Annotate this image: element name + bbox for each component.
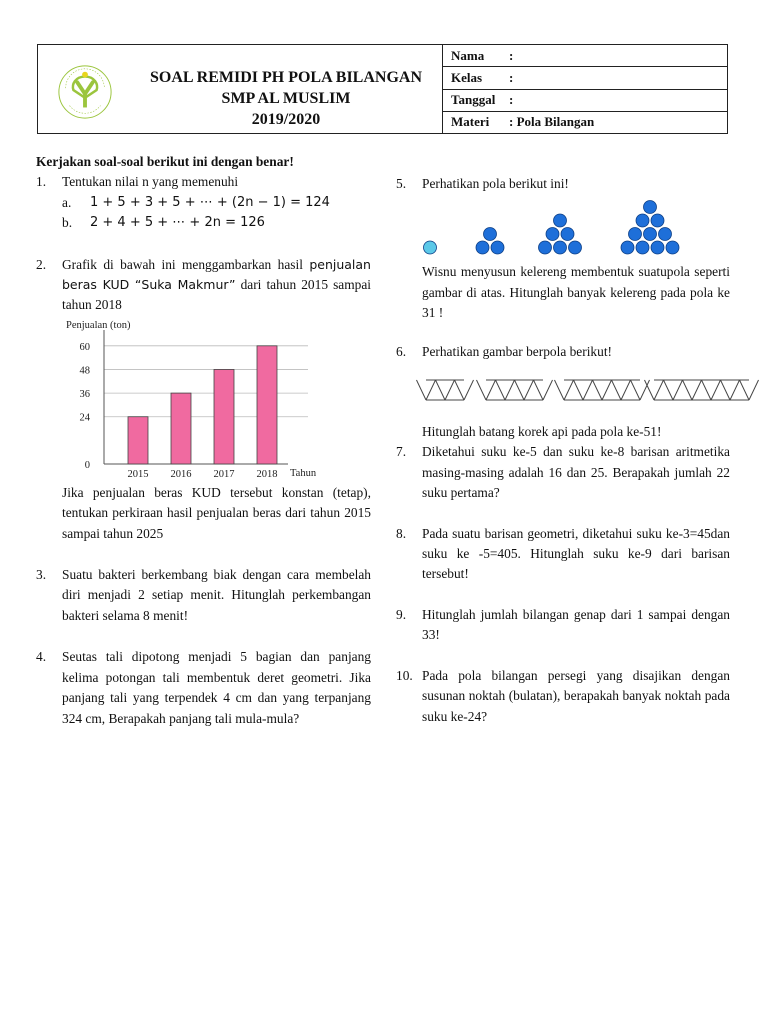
- marble-pattern-figure: [422, 194, 722, 262]
- marble: [621, 241, 634, 254]
- matchstick: [583, 380, 593, 400]
- field-value: :: [509, 92, 514, 108]
- subquestion-a: [62, 193, 371, 213]
- question-text: Hitunglah batang korek api pada pola ke-51!: [422, 424, 662, 440]
- x-tick-label: 2017: [213, 468, 235, 480]
- question-text: Hitunglah jumlah bilangan genap dari 1 sampai dengan 33!: [422, 606, 730, 643]
- matchstick: [564, 380, 574, 400]
- matchstick-pattern-1: [417, 380, 474, 400]
- matchstick: [664, 380, 674, 400]
- field-label: Kelas: [451, 69, 483, 85]
- matchstick: [740, 380, 750, 400]
- question-number: 6.: [396, 343, 407, 359]
- question-text: Perhatikan pola berikut ini!: [422, 176, 569, 191]
- matchstick: [496, 380, 506, 400]
- matchstick: [730, 380, 740, 400]
- question-text: Jika penjualan beras KUD tersebut konstan (tetap), tentukan perkiraan hasil penjualan beras dari tahun 2015 sampai tahun 2025: [62, 484, 371, 541]
- marble: [476, 241, 489, 254]
- y-tick-label: 36: [79, 388, 90, 400]
- matchstick: [593, 380, 603, 400]
- question-text: Tentukan nilai n yang memenuhi: [62, 174, 239, 190]
- matchstick: [692, 380, 702, 400]
- header-titles: [126, 67, 446, 130]
- matchstick: [654, 380, 664, 400]
- matchstick: [426, 380, 436, 400]
- question-number: 7.: [396, 444, 407, 460]
- y-tick-label: 24: [79, 412, 90, 424]
- y-axis-label: Penjualan (ton): [66, 319, 131, 331]
- question-6: [396, 342, 730, 362]
- matchstick: [602, 380, 612, 400]
- question-2-followup: [36, 483, 371, 544]
- marble: [554, 214, 567, 227]
- matchstick-pattern-2: [477, 380, 553, 400]
- matchstick: [445, 380, 455, 400]
- marble: [554, 241, 567, 254]
- y-tick-label: 60: [79, 341, 90, 353]
- field-materi: [443, 112, 727, 133]
- matchstick: [477, 380, 487, 400]
- matchstick: [524, 380, 534, 400]
- matchstick: [534, 380, 544, 400]
- matchstick: [464, 380, 474, 400]
- field-nama[interactable]: [443, 45, 727, 67]
- question-6-followup: [396, 422, 730, 442]
- header-title-1: SOAL REMIDI PH POLA BILANGAN: [149, 69, 423, 86]
- question-9: [396, 605, 730, 646]
- question-8: [396, 524, 730, 585]
- instruction: Kerjakan soal-soal berikut ini dengan benar!: [36, 154, 294, 169]
- bar: [257, 346, 277, 464]
- question-number: 10.: [396, 667, 413, 683]
- question-7: [396, 442, 730, 503]
- x-tick-label: 2015: [127, 468, 149, 480]
- school-logo-icon: [56, 63, 114, 121]
- header-title-2: SMP AL MUSLIM: [221, 90, 351, 107]
- matchstick: [711, 380, 721, 400]
- header-title-cell: [38, 45, 443, 133]
- matchstick: [631, 380, 641, 400]
- question-text: Grafik di bawah ini menggambarkan hasil penjualan beras KUD “Suka Makmur” dari tahun 2015 sampai tahun 2018: [62, 256, 371, 313]
- right-column: [396, 174, 730, 727]
- question-3: [36, 565, 371, 626]
- x-tick-label: 2018: [256, 468, 278, 480]
- field-kelas[interactable]: [443, 67, 727, 89]
- marble: [629, 228, 642, 241]
- matchstick: [612, 380, 622, 400]
- marble: [561, 228, 574, 241]
- matchstick-pattern-figure: [424, 368, 754, 408]
- marble-pattern-4: [621, 201, 679, 255]
- sales-bar-chart: [60, 318, 317, 483]
- question-5: [396, 174, 730, 194]
- marble: [651, 214, 664, 227]
- marble-pattern-1: [424, 241, 437, 254]
- marble-pattern-2: [476, 228, 504, 255]
- matchstick: [721, 380, 731, 400]
- question-number: 9.: [396, 606, 407, 622]
- x-tick-label: 2016: [170, 468, 192, 480]
- field-value: :: [509, 69, 514, 85]
- marble: [484, 228, 497, 241]
- sub-label: a.: [62, 194, 72, 210]
- marble: [569, 241, 582, 254]
- question-number: 2.: [36, 256, 47, 272]
- marble: [636, 214, 649, 227]
- matchstick: [621, 380, 631, 400]
- question-text: Perhatikan gambar berpola berikut!: [422, 343, 612, 359]
- matchstick: [436, 380, 446, 400]
- matchstick: [505, 380, 515, 400]
- matchstick: [543, 380, 553, 400]
- sub-label: b.: [62, 215, 73, 231]
- marble: [539, 241, 552, 254]
- header-title-3: 2019/2020: [251, 111, 321, 128]
- header-fields: [443, 45, 727, 133]
- marble: [424, 241, 437, 254]
- field-value: : Pola Bilangan: [509, 114, 595, 130]
- field-label: Materi: [451, 114, 490, 130]
- question-number: 4.: [36, 649, 47, 665]
- matchstick: [574, 380, 584, 400]
- question-number: 3.: [36, 567, 47, 583]
- field-value: :: [509, 47, 514, 63]
- bar: [128, 417, 148, 464]
- marble: [644, 201, 657, 214]
- matchstick: [555, 380, 565, 400]
- question-2: [36, 255, 371, 316]
- question-4: [36, 647, 371, 729]
- header-box: [37, 44, 728, 134]
- matchstick: [673, 380, 683, 400]
- x-axis-label: Tahun: [290, 467, 317, 479]
- bar: [214, 369, 234, 464]
- matchstick-pattern-4: [645, 380, 759, 400]
- matchstick: [417, 380, 427, 400]
- question-10: [396, 666, 730, 727]
- marble: [651, 241, 664, 254]
- marble: [546, 228, 559, 241]
- y-tick-label: 0: [84, 459, 90, 471]
- question-text: Wisnu menyusun kelereng membentuk suatupola seperti gambar di atas. Hitunglah banyak kelereng pada pola ke 31 !: [422, 264, 730, 321]
- matchstick: [683, 380, 693, 400]
- matchstick: [702, 380, 712, 400]
- question-number: 1.: [36, 174, 47, 190]
- question-5-followup: [396, 262, 730, 323]
- question-text: Diketahui suku ke-5 dan suku ke-8 barisan aritmetika masing-masing adalah 16 dan 25. Berapakah jumlah 22 suku pertama?: [422, 444, 730, 501]
- question-1: [36, 172, 371, 233]
- question-text: Pada pola bilangan persegi yang disajikan dengan susunan noktah (bulatan), berapakah banyak noktah pada suku ke-24?: [422, 667, 730, 724]
- marble: [644, 228, 657, 241]
- subquestion-b: [62, 213, 371, 233]
- matchstick-pattern-3: [555, 380, 650, 400]
- question-text: Pada suatu barisan geometri, diketahui suku ke-3=45dan suku ke -5=405. Hitunglah suku ke-9 dari barisan tersebut!: [422, 525, 730, 582]
- equation-a: 1 + 5 + 3 + 5 + ⋯ + (2n − 1) = 124: [90, 194, 330, 210]
- question-number: 5.: [396, 176, 407, 191]
- matchstick: [455, 380, 465, 400]
- bar: [171, 393, 191, 464]
- marble: [636, 241, 649, 254]
- matchstick: [640, 380, 650, 400]
- marble-pattern-3: [539, 214, 582, 254]
- matchstick: [515, 380, 525, 400]
- left-column: [36, 152, 371, 729]
- field-label: Nama: [451, 47, 485, 63]
- question-text: Seutas tali dipotong menjadi 5 bagian dan panjang kelima potongan tali membentuk deret geometri. Jika panjang tali yang terpendek 4 cm dan yang terpanjang 324 cm, Berapakah panjang tali mula-mula?: [62, 649, 371, 726]
- matchstick: [486, 380, 496, 400]
- y-tick-label: 48: [79, 365, 90, 377]
- marble: [659, 228, 672, 241]
- marble: [491, 241, 504, 254]
- question-text: Suatu bakteri berkembang biak dengan cara membelah diri menjadi 2 setiap menit. Hitunglah perkembangan bakteri selama 8 menit!: [62, 567, 371, 623]
- field-label: Tanggal: [451, 92, 496, 108]
- question-number: 8.: [396, 525, 407, 541]
- field-tanggal[interactable]: [443, 90, 727, 112]
- equation-b: 2 + 4 + 5 + ⋯ + 2n = 126: [90, 215, 265, 231]
- marble: [666, 241, 679, 254]
- matchstick: [749, 380, 759, 400]
- matchstick: [645, 380, 655, 400]
